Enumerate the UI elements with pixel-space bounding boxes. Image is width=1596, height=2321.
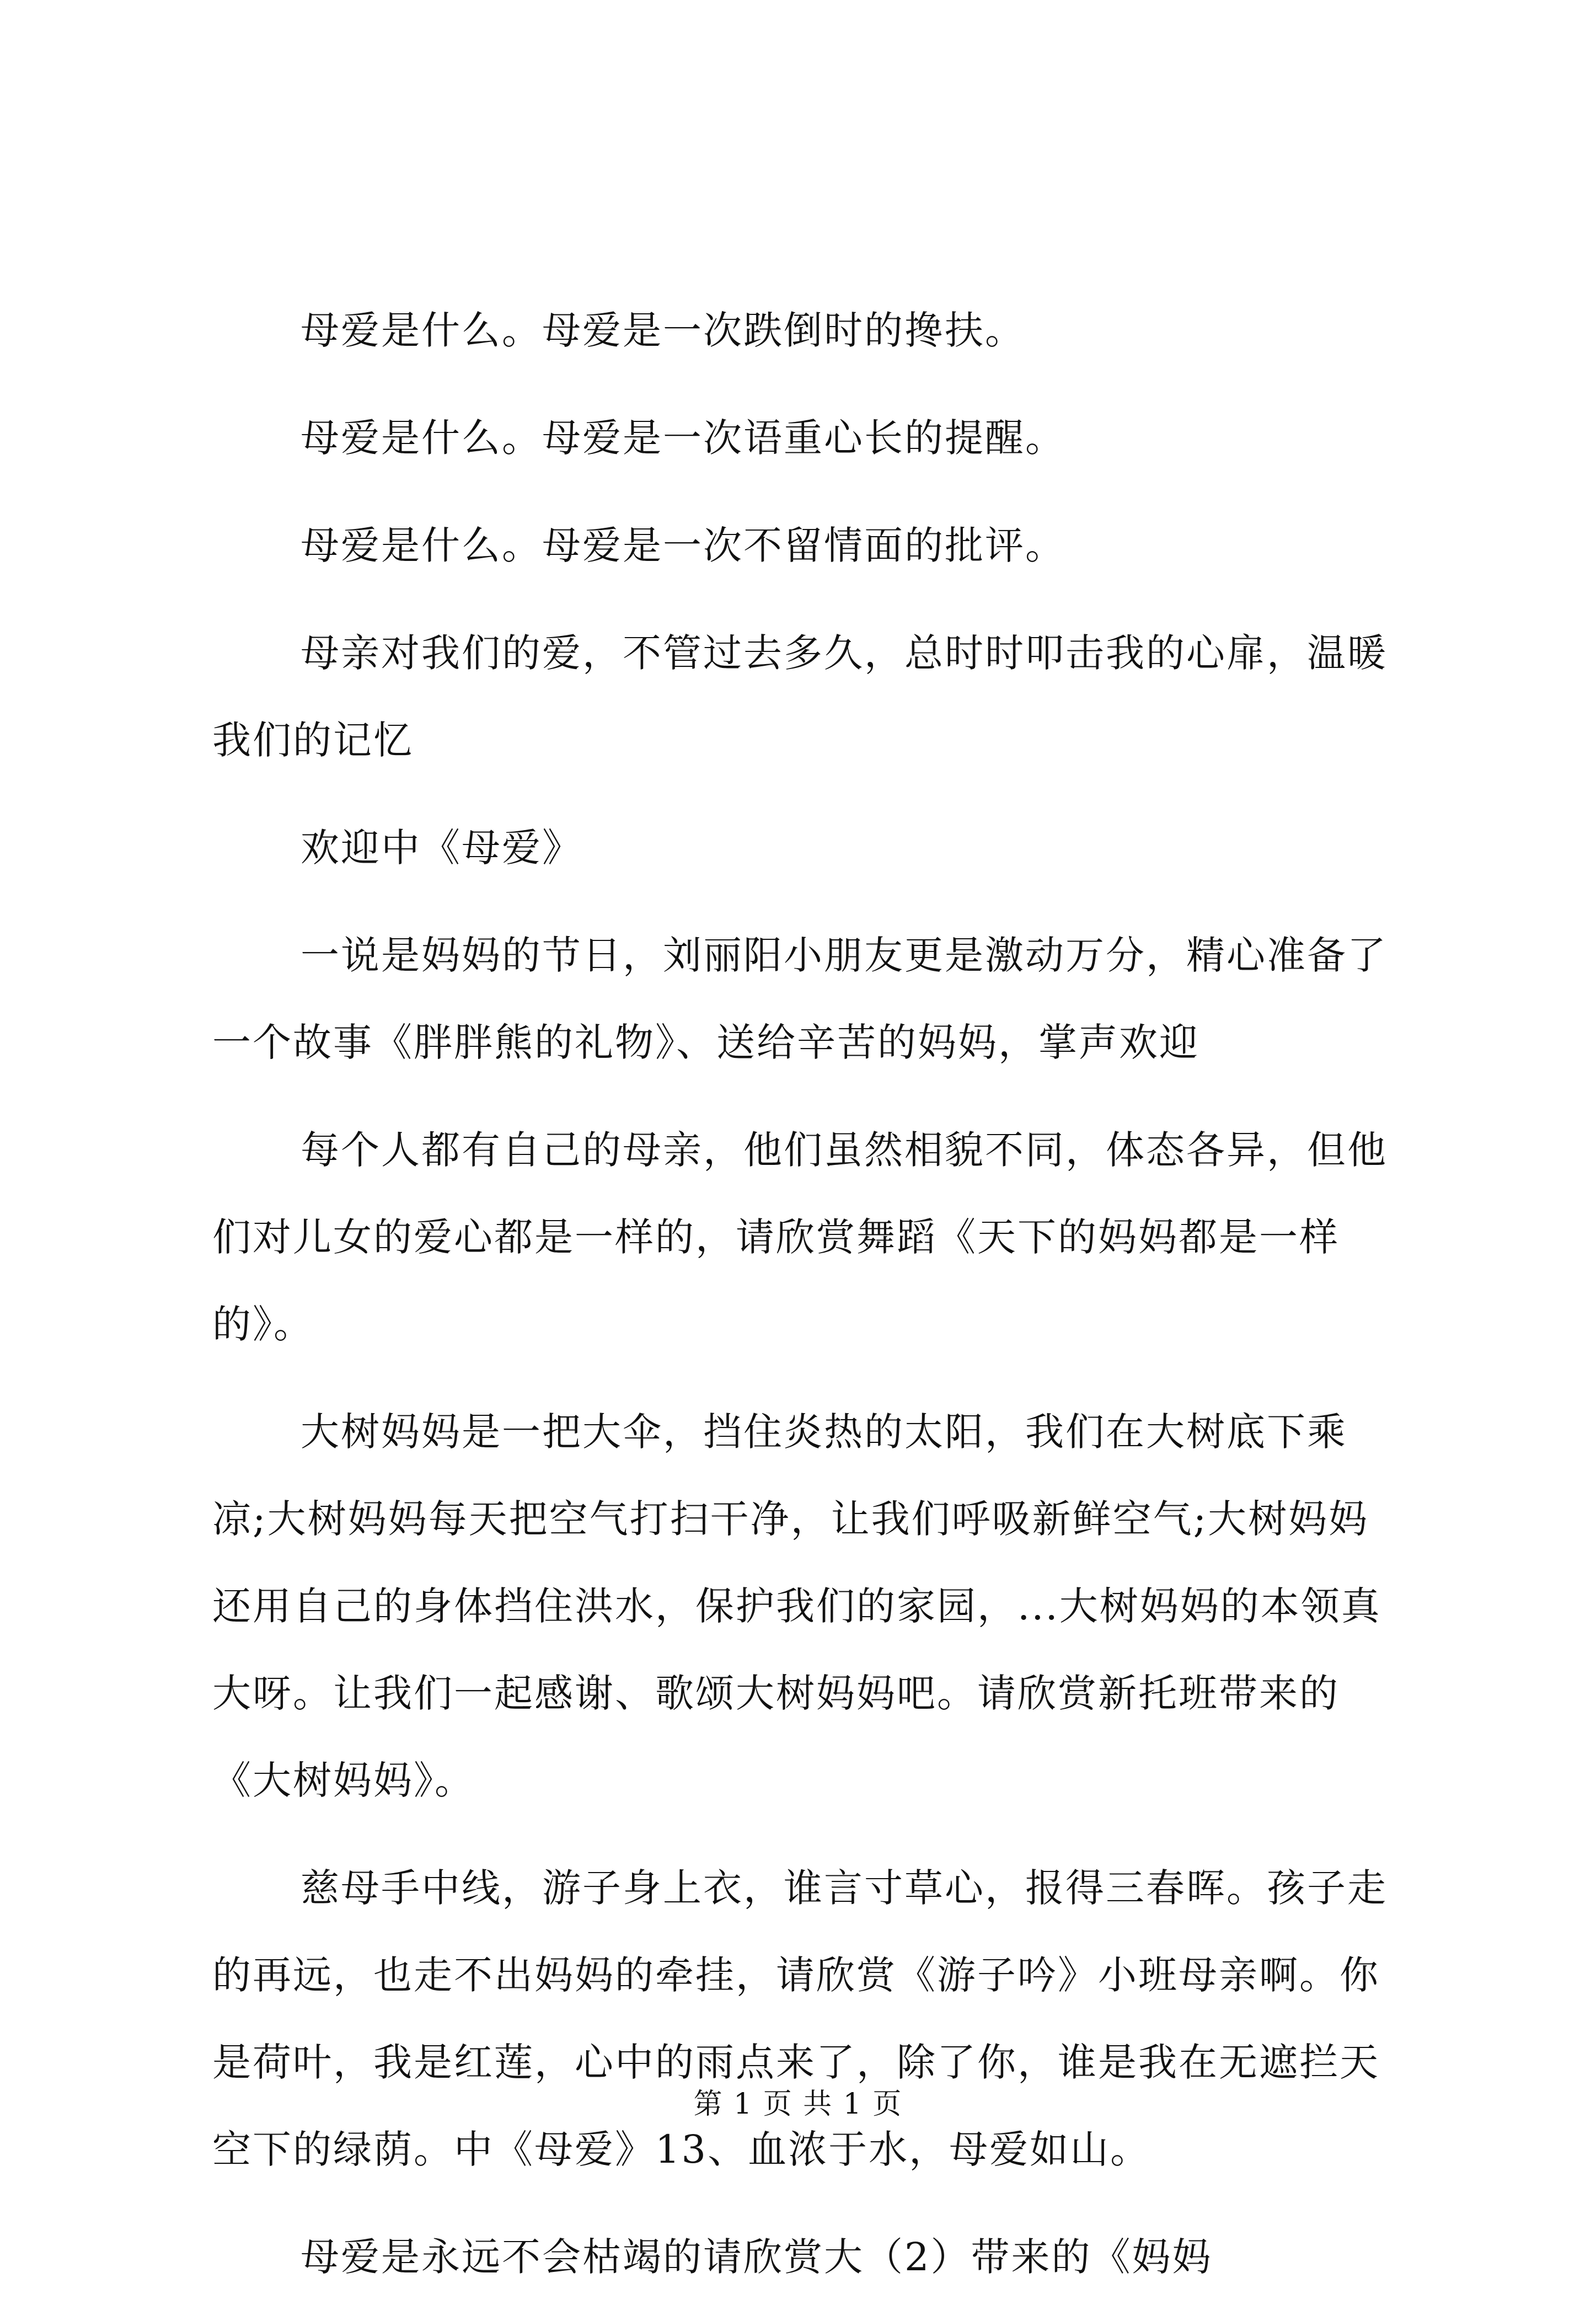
paragraph: 母爱是什么。母爱是一次不留情面的批评。 [301,523,1065,568]
paragraph: 母亲对我们的爱，不管过去多久，总时时叩击我的心扉，温暖我们的记忆 [212,630,1388,763]
page-footer: 第 1 页 共 1 页 [693,2088,903,2121]
paragraph: 每个人都有自己的母亲，他们虽然相貌不同，体态各异，但他们对儿女的爱心都是一样的，请欣赏舞蹈《天下的妈妈都是一样的》。 [212,1127,1388,1347]
paragraph: 大树妈妈是一把大伞，挡住炎热的太阳，我们在大树底下乘凉;大树妈妈每天把空气打扫干净，让我们呼吸新鲜空气;大树妈妈还用自己的身体挡住洪水，保护我们的家园，...大树妈妈的本领真大呀。让我们一起感谢、歌颂大树妈妈吧。请欣赏新托班带来的《大树妈妈》。 [212,1409,1381,1803]
paragraph: 慈母手中线，游子身上衣，谁言寸草心，报得三春晖。孩子走的再远，也走不出妈妈的牵挂，请欣赏《游子吟》小班母亲啊。你是荷叶，我是红莲，心中的雨点来了，除了你，谁是我在无遮拦天空下的绿荫。中《母爱》13、血浓于水，母爱如山。 [212,1865,1388,2172]
paragraph: 母爱是永远不会枯竭的请欣赏大（2）带来的《妈妈 [301,2234,1213,2280]
paragraph: 母爱是什么。母爱是一次语重心长的提醒。 [301,415,1065,461]
document-body [212,287,1393,2321]
paragraph: 母爱是什么。母爱是一次跌倒时的搀扶。 [301,308,1025,353]
paragraph: 一说是妈妈的节日，刘丽阳小朋友更是激动万分，精心准备了一个故事《胖胖熊的礼物》、送给辛苦的妈妈，掌声欢迎 [212,933,1388,1065]
paragraph: 欢迎中《母爱》 [301,825,582,870]
